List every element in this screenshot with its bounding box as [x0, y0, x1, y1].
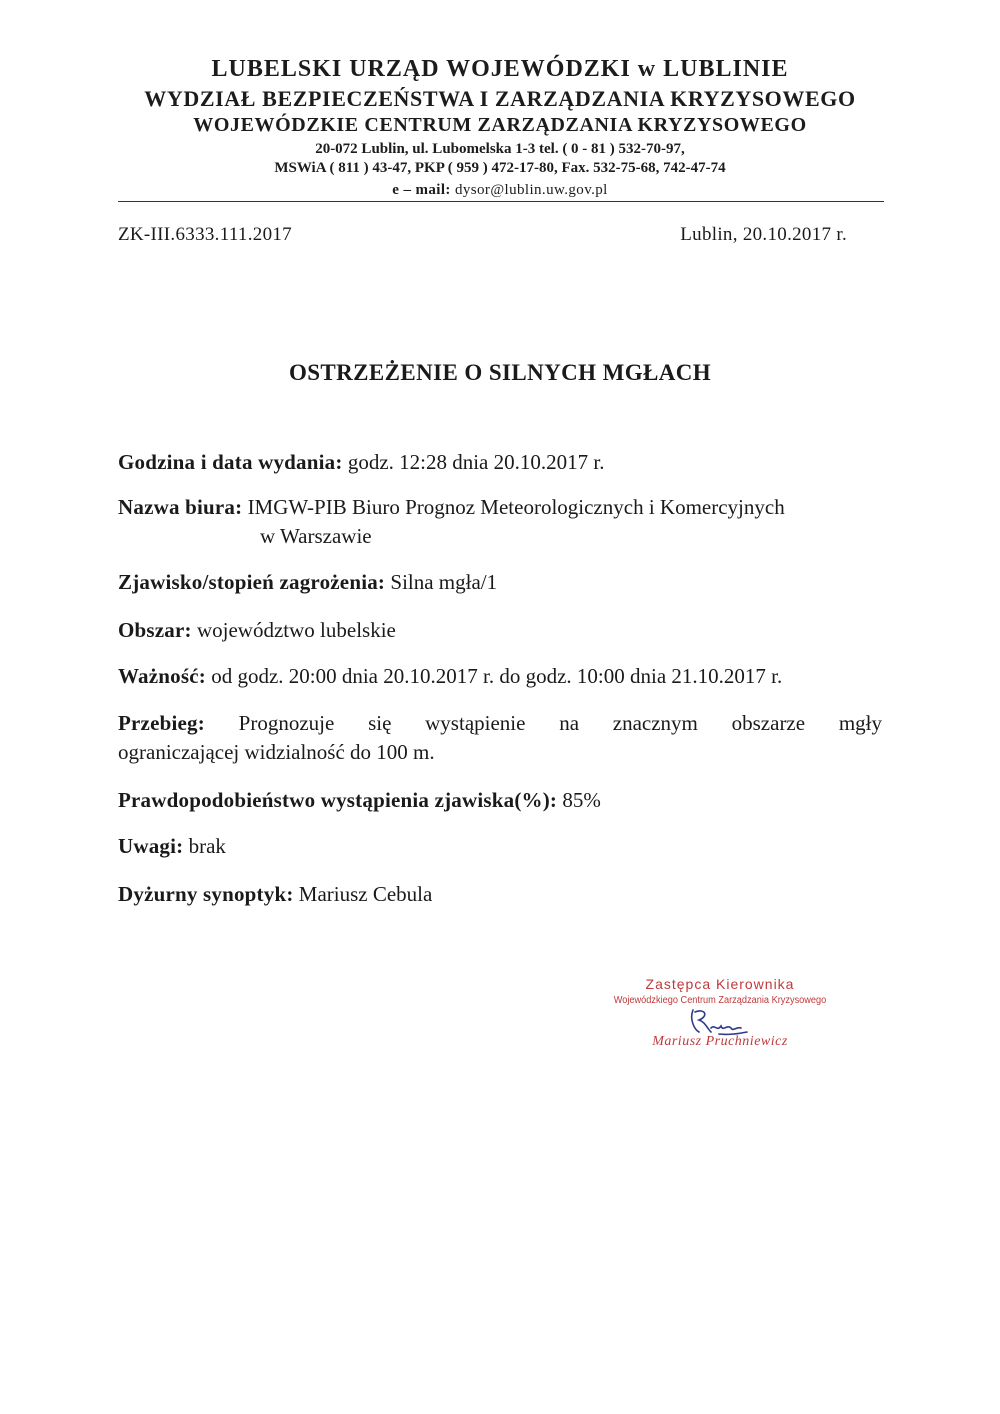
field-value: Mariusz Cebula — [298, 882, 433, 906]
field-course-continuation: ograniczającej widzialność do 100 m. — [118, 740, 435, 764]
field-probability — [118, 786, 882, 814]
field-label: Zjawisko/stopień zagrożenia: — [118, 570, 386, 594]
header-department: WYDZIAŁ BEZPIECZEŃSTWA I ZARZĄDZANIA KRYZYSOWEGO — [144, 86, 856, 111]
field-value: 85% — [562, 788, 601, 812]
field-forecaster — [118, 880, 882, 908]
field-remarks — [118, 832, 882, 860]
field-value: godz. 12:28 dnia 20.10.2017 r. — [347, 450, 605, 474]
field-office-continuation: w Warszawie — [260, 524, 372, 548]
field-label: Prawdopodobieństwo wystąpienia zjawiska(%): — [118, 788, 558, 812]
email-label: e – mail: — [392, 182, 451, 198]
field-value: Silna mgła/1 — [390, 570, 498, 594]
field-validity — [118, 662, 882, 690]
field-label: Obszar: — [118, 618, 192, 642]
signature-stamp — [600, 976, 840, 1050]
handwritten-signature-icon — [675, 1006, 765, 1036]
field-label: Godzina i data wydania: — [118, 450, 343, 474]
stamp-name: Mariusz Pruchniewicz — [652, 1034, 788, 1049]
document-title: OSTRZEŻENIE O SILNYCH MGŁACH — [288, 360, 712, 385]
field-label: Dyżurny synoptyk: — [118, 882, 294, 906]
header-email-line — [0, 182, 1000, 199]
field-label: Ważność: — [118, 664, 206, 688]
field-label: Przebieg: — [118, 711, 205, 735]
field-issued — [118, 448, 882, 476]
header-divider — [118, 201, 884, 202]
field-value: IMGW-PIB Biuro Prognoz Meteorologicznych i Komercyjnych — [247, 495, 785, 519]
header-phones: MSWiA ( 811 ) 43-47, PKP ( 959 ) 472-17-80, Fax. 532-75-68, 742-47-74 — [274, 160, 726, 176]
field-office — [118, 493, 882, 521]
email-address: dysor@lublin.uw.gov.pl — [454, 182, 608, 198]
header-address: 20-072 Lublin, ul. Lubomelska 1-3 tel. ( 0 - 81 ) 532-70-97, — [315, 141, 685, 157]
field-course — [118, 709, 882, 737]
field-value: od godz. 20:00 dnia 20.10.2017 r. do godz. 10:00 dnia 21.10.2017 r. — [211, 664, 783, 688]
field-value: województwo lubelskie — [196, 618, 396, 642]
field-phenomenon — [118, 568, 882, 596]
stamp-role: Zastępca Kierownika — [645, 976, 795, 992]
header-center: WOJEWÓDZKIE CENTRUM ZARZĄDZANIA KRYZYSOWEGO — [193, 114, 807, 136]
stamp-unit: Wojewódzkiego Centrum Zarządzania Kryzysowego — [613, 995, 827, 1006]
field-value: brak — [188, 834, 226, 858]
field-value: Prognozuje się wystąpienie na znacznym obszarze mgły — [238, 711, 882, 735]
field-label: Uwagi: — [118, 834, 184, 858]
field-area — [118, 616, 882, 644]
header-office-name: LUBELSKI URZĄD WOJEWÓDZKI w LUBLINIE — [211, 56, 789, 82]
place-date: Lublin, 20.10.2017 r. — [680, 224, 847, 245]
reference-number: ZK-III.6333.111.2017 — [118, 224, 292, 245]
field-label: Nazwa biura: — [118, 495, 243, 519]
